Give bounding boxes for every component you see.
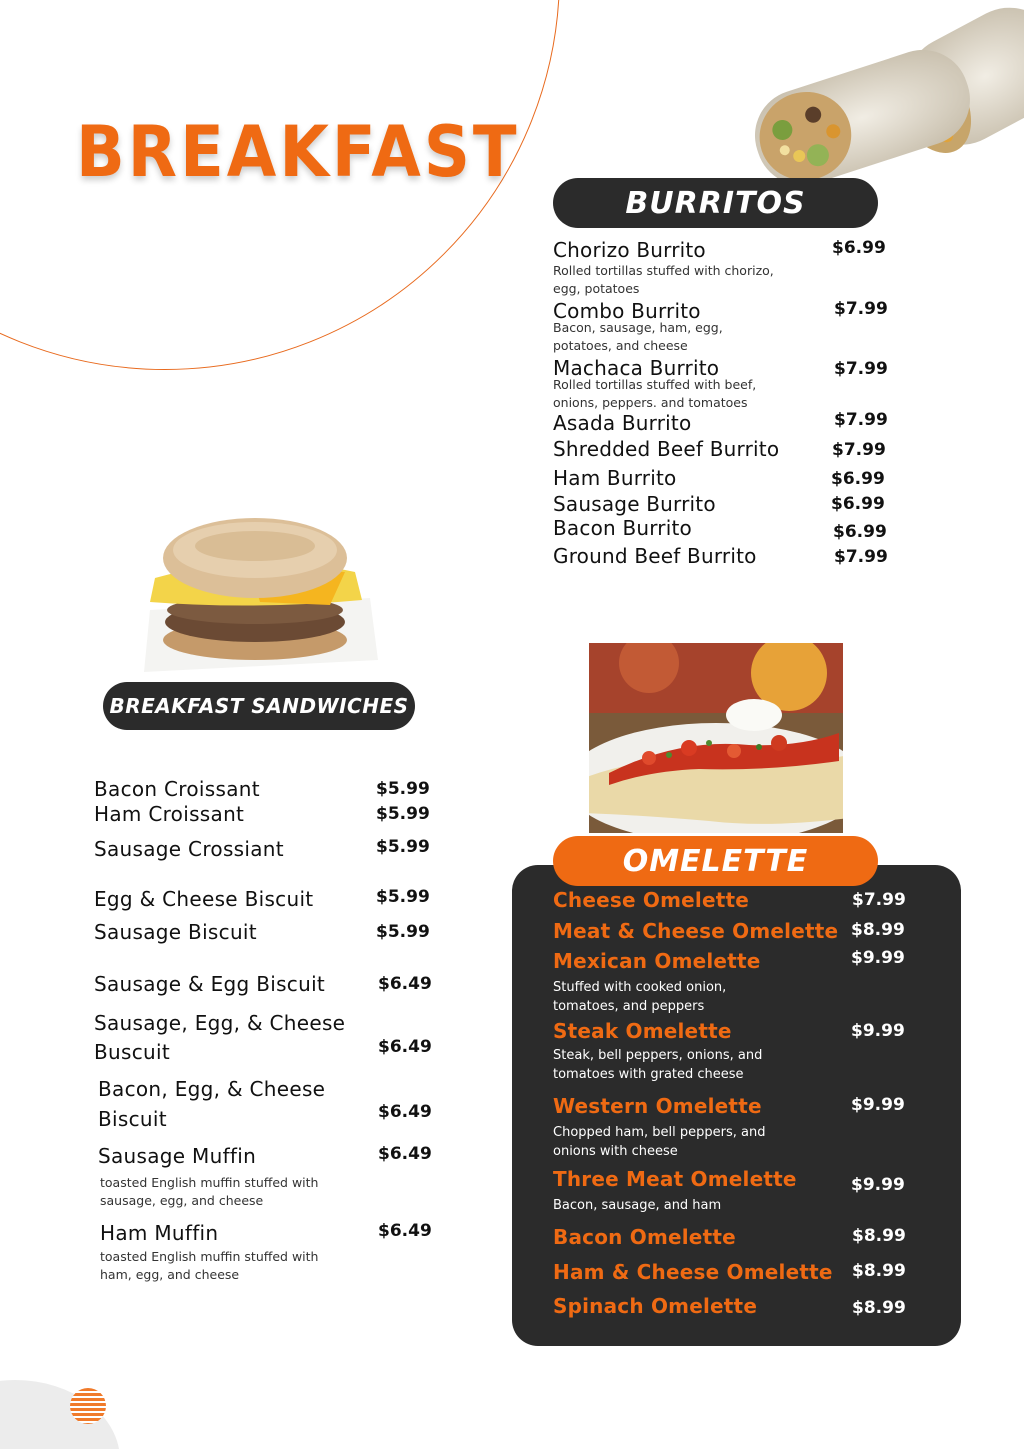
item-description: Rolled tortillas stuffed with beef, onions, peppers. and tomatoes xyxy=(553,377,757,410)
item-name: Machaca Burrito xyxy=(553,356,720,380)
item-name: Meat & Cheese Omelette xyxy=(553,919,839,943)
burritos-header: BURRITOS xyxy=(553,178,878,228)
item-name: Bacon, Egg, & Cheese xyxy=(98,1077,326,1101)
item-name: Sausage Biscuit xyxy=(94,920,257,944)
item-price: $8.99 xyxy=(851,920,905,940)
item-name: Sausage Muffin xyxy=(98,1144,257,1168)
item-price: $6.49 xyxy=(378,974,432,994)
item-price: $6.99 xyxy=(831,469,885,489)
item-description: Stuffed with cooked onion, tomatoes, and peppers xyxy=(553,980,727,1014)
page-title: BREAKFAST xyxy=(76,112,520,194)
item-name: Mexican Omelette xyxy=(553,949,761,973)
item-price: $6.49 xyxy=(378,1221,432,1241)
item-price: $5.99 xyxy=(376,922,430,942)
item-name: Three Meat Omelette xyxy=(553,1167,797,1191)
item-price: $5.99 xyxy=(376,779,430,799)
item-name: Asada Burrito xyxy=(553,411,692,435)
item-name: Combo Burrito xyxy=(553,299,701,323)
item-price: $7.99 xyxy=(852,890,906,910)
item-price: $5.99 xyxy=(376,837,430,857)
item-name: Steak Omelette xyxy=(553,1019,732,1043)
item-description: Bacon, sausage, and ham xyxy=(553,1198,722,1213)
item-name: Chorizo Burrito xyxy=(553,238,706,262)
item-price: $6.99 xyxy=(832,238,886,258)
item-price: $7.99 xyxy=(834,410,888,430)
item-name: Egg & Cheese Biscuit xyxy=(94,887,314,911)
decorative-striped-circle xyxy=(70,1388,106,1424)
item-name: Bacon Omelette xyxy=(553,1225,736,1249)
item-name: Ham & Cheese Omelette xyxy=(553,1260,833,1284)
item-name: Sausage, Egg, & Cheese xyxy=(94,1011,346,1035)
item-price: $6.49 xyxy=(378,1037,432,1057)
item-name: Western Omelette xyxy=(553,1094,762,1118)
item-description: Steak, bell peppers, onions, and tomatoes with grated cheese xyxy=(553,1048,763,1082)
item-price: $8.99 xyxy=(852,1261,906,1281)
item-name: Sausage Burrito xyxy=(553,492,716,516)
item-price: $7.99 xyxy=(834,359,888,379)
item-name-continued: Biscuit xyxy=(98,1107,167,1131)
burrito-photo xyxy=(740,0,1024,180)
item-description: toasted English muffin stuffed with ham, egg, and cheese xyxy=(100,1249,319,1282)
omelette-header: OMELETTE xyxy=(553,836,878,886)
item-price: $6.99 xyxy=(833,522,887,542)
item-price: $9.99 xyxy=(851,948,905,968)
omelette-photo xyxy=(589,643,843,833)
item-price: $6.99 xyxy=(831,494,885,514)
item-name: Cheese Omelette xyxy=(553,888,749,912)
item-description: Rolled tortillas stuffed with chorizo, egg, potatoes xyxy=(553,263,774,296)
item-name: Bacon Croissant xyxy=(94,777,260,801)
item-description: Bacon, sausage, ham, egg, potatoes, and cheese xyxy=(553,320,723,353)
item-price: $5.99 xyxy=(376,887,430,907)
item-name: Shredded Beef Burrito xyxy=(553,437,780,461)
item-name: Ham Muffin xyxy=(100,1221,219,1245)
item-price: $6.49 xyxy=(378,1144,432,1164)
item-name: Spinach Omelette xyxy=(553,1294,758,1318)
item-name: Ham Burrito xyxy=(553,466,677,490)
item-name: Sausage Crossiant xyxy=(94,837,284,861)
item-description: toasted English muffin stuffed with sausage, egg, and cheese xyxy=(100,1175,319,1208)
item-name: Ham Croissant xyxy=(94,802,245,826)
item-price: $5.99 xyxy=(376,804,430,824)
item-price: $9.99 xyxy=(851,1095,905,1115)
item-name: Ground Beef Burrito xyxy=(553,544,757,568)
breakfast-sandwiches-header: BREAKFAST SANDWICHES xyxy=(103,682,415,730)
sandwich-photo xyxy=(140,510,380,680)
item-price: $9.99 xyxy=(851,1021,905,1041)
item-name-continued: Buscuit xyxy=(94,1040,170,1064)
item-name: Sausage & Egg Biscuit xyxy=(94,972,326,996)
item-price: $8.99 xyxy=(852,1226,906,1246)
item-price: $9.99 xyxy=(851,1175,905,1195)
item-price: $7.99 xyxy=(834,299,888,319)
item-price: $6.49 xyxy=(378,1102,432,1122)
item-price: $8.99 xyxy=(852,1298,906,1318)
item-price: $7.99 xyxy=(834,547,888,567)
item-description: Chopped ham, bell peppers, and onions with cheese xyxy=(553,1125,766,1159)
item-name: Bacon Burrito xyxy=(553,516,692,540)
item-price: $7.99 xyxy=(832,440,886,460)
